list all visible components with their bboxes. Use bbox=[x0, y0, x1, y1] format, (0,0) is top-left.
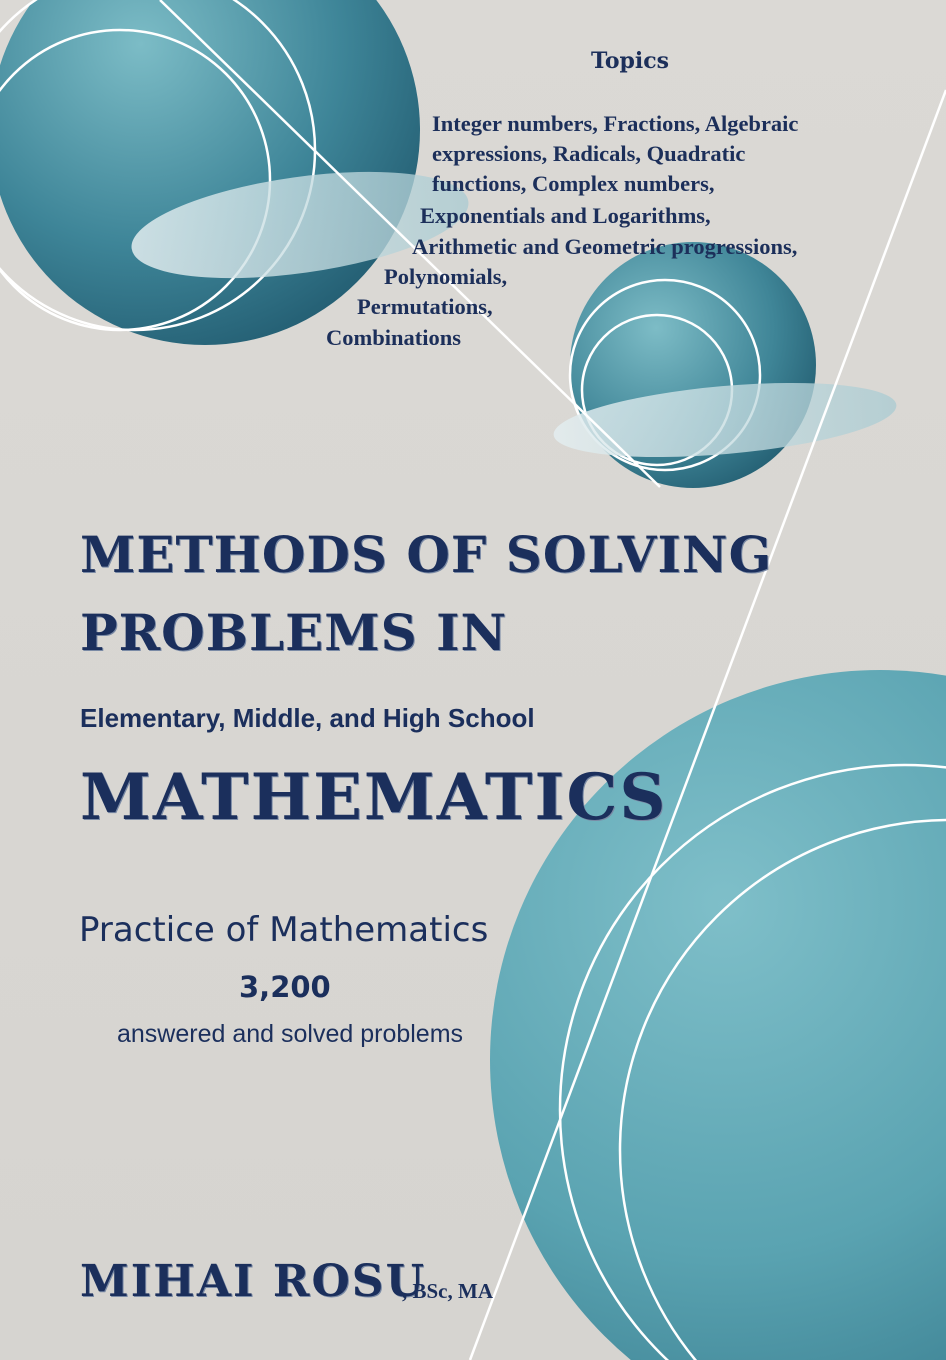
title-line-2: PROBLEMS IN bbox=[80, 603, 508, 662]
topic-line-8: Combinations bbox=[326, 325, 462, 350]
title-main: MATHEMATICS bbox=[80, 760, 668, 835]
topic-line-5: Arithmetic and Geometric progressions, bbox=[412, 234, 798, 259]
subtitle: Elementary, Middle, and High School bbox=[80, 703, 535, 733]
middle-sphere bbox=[551, 242, 900, 488]
practice-heading: Practice of Mathematics bbox=[79, 910, 489, 950]
topic-line-1: Integer numbers, Fractions, Algebraic bbox=[432, 111, 799, 136]
author-degrees: , BSc, MA bbox=[402, 1279, 493, 1303]
title-line-1: METHODS OF SOLVING bbox=[80, 525, 773, 584]
topic-line-2: expressions, Radicals, Quadratic bbox=[432, 141, 746, 166]
topic-line-4: Exponentials and Logarithms, bbox=[420, 203, 711, 228]
author-name: MIHAI ROSU bbox=[80, 1256, 426, 1307]
topic-line-6: Polynomials, bbox=[384, 264, 508, 289]
topics-heading: Topics bbox=[590, 48, 670, 74]
topic-line-3: functions, Complex numbers, bbox=[432, 171, 715, 196]
topic-line-7: Permutations, bbox=[357, 294, 493, 319]
problem-count: 3,200 bbox=[239, 970, 331, 1004]
problem-count-label: answered and solved problems bbox=[117, 1020, 464, 1048]
